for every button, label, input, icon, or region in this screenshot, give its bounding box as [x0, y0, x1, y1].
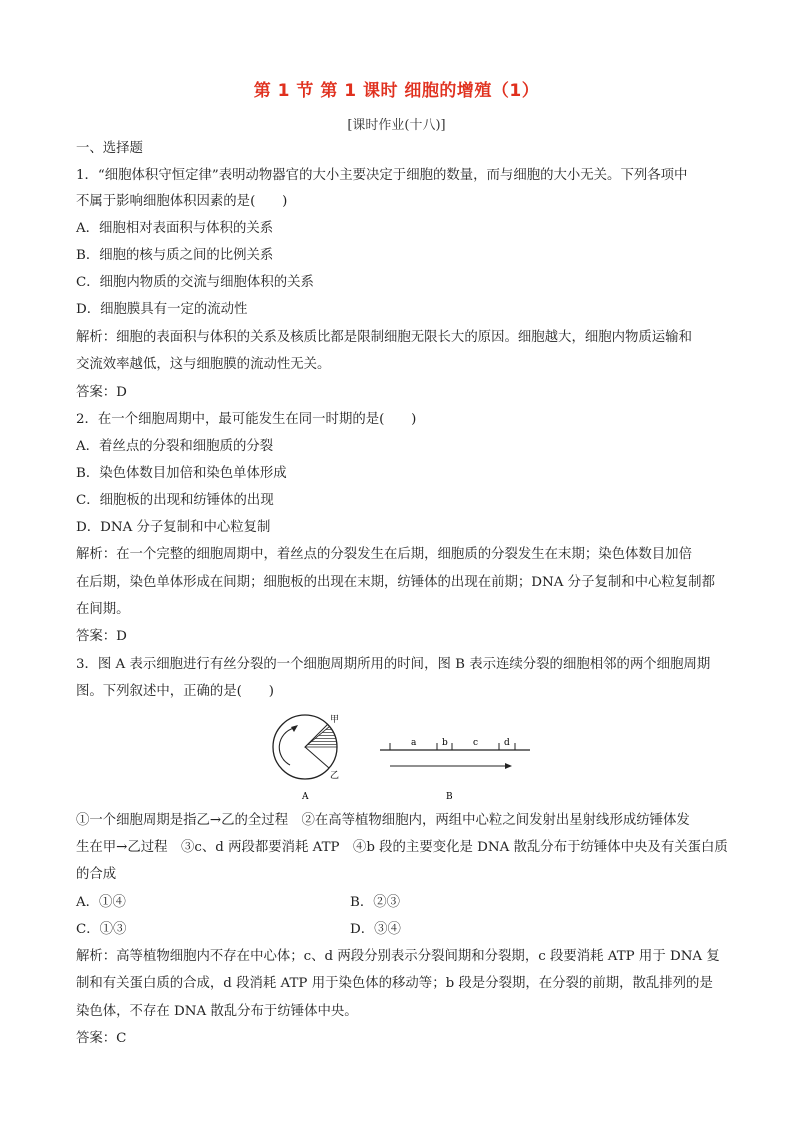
q2-stem: 2．在一个细胞周期中，最可能发生在同一时期的是( ): [76, 412, 417, 427]
figure-b-timeline: [380, 738, 530, 802]
segment-c-label: c: [473, 738, 479, 748]
q1-stem-line1: 1．“细胞体积守恒定律”表明动物器官的大小主要决定于细胞的数量，而与细胞的大小无关。下列各项中: [76, 168, 688, 183]
hatched-sector: [305, 727, 337, 748]
q2-option-c: C．细胞板的出现和纺锤体的出现: [76, 493, 274, 508]
q3-answer: 答案：C: [76, 1031, 127, 1046]
q1-option-b: B．细胞的核与质之间的比例关系: [76, 248, 274, 263]
cell-cycle-figure: [260, 710, 550, 805]
q1-stem-line2: 不属于影响细胞体积因素的是( ): [76, 194, 288, 209]
q2-option-b: B．染色体数目加倍和染色单体形成: [76, 466, 287, 481]
label-yi: 乙: [330, 771, 340, 781]
q1-answer: 答案：D: [76, 385, 127, 400]
q3-statements-line1: ①一个细胞周期是指乙→乙的全过程 ②在高等植物细胞内，两组中心粒之间发射出星射线形成纺锤体发: [76, 813, 690, 828]
page-subtitle: [课时作业(十八)]: [347, 118, 446, 133]
q3-explanation-line1: 解析：高等植物细胞内不存在中心体；c、d 两段分别表示分裂间期和分裂期，c 段要消耗 ATP 用于 DNA 复: [76, 949, 720, 964]
figure-a-label: A: [302, 792, 309, 802]
segment-b-label: b: [442, 738, 448, 748]
q3-stem-line2: 图。下列叙述中，正确的是( ): [76, 684, 274, 699]
q2-explanation-line2: 在后期，染色单体形成在间期；细胞板的出现在末期，纺锤体的出现在前期；DNA 分子复制和中心粒复制都: [76, 575, 715, 590]
q3-option-b: B．②③: [350, 895, 401, 910]
page-title: 第 1 节 第 1 课时 细胞的增殖（1）: [253, 81, 540, 101]
q2-option-d: D．DNA 分子复制和中心粒复制: [76, 520, 271, 535]
figure-b-label: B: [446, 792, 453, 802]
q2-explanation-line1: 解析：在一个完整的细胞周期中，着丝点的分裂发生在后期，细胞质的分裂发生在末期；染色体数目加倍: [76, 547, 692, 562]
label-jia: 甲: [330, 715, 340, 725]
q3-option-d: D．③④: [350, 922, 401, 937]
section-heading: 一、选择题: [76, 141, 143, 156]
q3-statements-line2: 生在甲→乙过程 ③c、d 两段都要消耗 ATP ④b 段的主要变化是 DNA 散乱分布于纺锤体中央及有关蛋白质: [76, 840, 728, 855]
q3-stem-line1: 3．图 A 表示细胞进行有丝分裂的一个细胞周期所用的时间，图 B 表示连续分裂的细胞相邻的两个细胞周期: [76, 657, 711, 672]
figure-a-cell-cycle-circle: [273, 714, 339, 802]
q3-explanation-line2: 制和有关蛋白质的合成，d 段消耗 ATP 用于染色体的移动等；b 段是分裂期，在分裂的前期，散乱排列的是: [76, 976, 713, 991]
q2-answer: 答案：D: [76, 629, 127, 644]
q2-option-a: A．着丝点的分裂和细胞质的分裂: [76, 439, 274, 454]
q1-option-c: C．细胞内物质的交流与细胞体积的关系: [76, 275, 314, 290]
q3-option-c: C．①③: [76, 922, 127, 937]
q1-option-d: D．细胞膜具有一定的流动性: [76, 302, 248, 317]
segment-d-label: d: [504, 738, 510, 748]
segment-a-label: a: [411, 738, 417, 748]
q1-option-a: A．细胞相对表面积与体积的关系: [76, 221, 274, 236]
q3-option-a: A．①④: [76, 895, 126, 910]
q1-explanation-line1: 解析：细胞的表面积与体积的关系及核质比都是限制细胞无限长大的原因。细胞越大，细胞内物质运输和: [76, 330, 692, 345]
q3-statements-line3: 的合成: [76, 867, 117, 882]
q1-explanation-line2: 交流效率越低，这与细胞膜的流动性无关。: [76, 357, 331, 372]
q3-explanation-line3: 染色体，不存在 DNA 散乱分布于纺锤体中央。: [76, 1004, 358, 1019]
cycle-direction-arrow: [279, 728, 294, 765]
q2-explanation-line3: 在间期。: [76, 602, 130, 617]
